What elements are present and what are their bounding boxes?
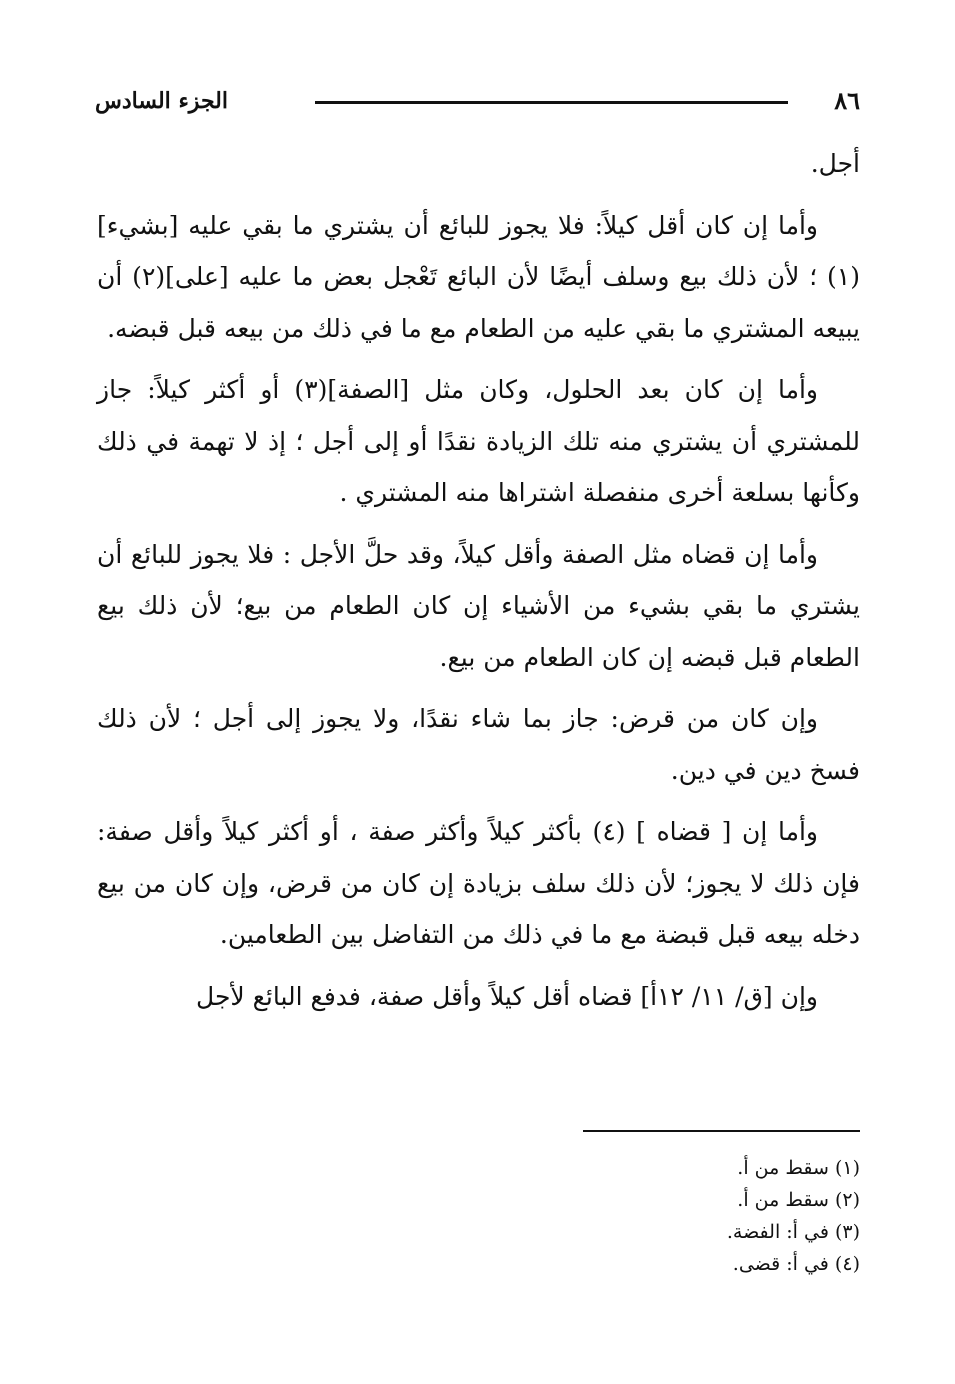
- footnote: (١) سقط من أ.: [737, 1157, 860, 1179]
- paragraph: وإن كان من قرض: جاز بما شاء نقدًا، ولا يجوز إلى أجل ؛ لأن ذلك فسخ دين في دين.: [97, 704, 860, 785]
- paragraph: وإن [ق/ ١١/ ١٢أ] قضاه أقل كيلاً وأقل صفة، فدفع البائع لأجل: [196, 981, 818, 1011]
- page-header: [95, 84, 860, 118]
- paragraph-continuation: أجل.: [810, 149, 860, 178]
- paragraph: وأما إن قضاه مثل الصفة وأقل كيلاً، وقد حلَّ الأجل : فلا يجوز للبائع أن يشتري ما بقي بشيء من الأشياء إن كان الطعام من بيع؛ لأن ذلك بيع الطعام قبل قبضه إن كان الطعام من بيع.: [97, 539, 860, 672]
- footnote: (٣) في أ: الفضة.: [726, 1221, 860, 1243]
- footnotes: [360, 1152, 860, 1280]
- part-title: الجزء السادس: [95, 88, 228, 114]
- page-number: ٨٦: [834, 86, 860, 115]
- paragraph: وأما إن كان بعد الحلول، وكان مثل [الصفة](٣) أو أكثر كيلاً: جاز للمشتري أن يشتري منه تلك الزيادة نقدًا أو إلى أجل ؛ إذ لا تهمة في ذلك وكأنها بسلعة أخرى منفصلة اشتراها منه المشتري .: [97, 375, 860, 507]
- paragraph: وأما إن [ قضاه ] (٤) بأكثر كيلاً وأكثر صفة ، أو أكثر كيلاً وأقل صفة: فإن ذلك لا يجوز؛ لأن ذلك سلف بزيادة إن كان من قرض، وإن كان من بيع دخله بيعه قبل قبضة مع ما في ذلك من التفاضل بين الطعامين.: [97, 817, 860, 949]
- footnote-rule: [583, 1130, 860, 1132]
- paragraph: وأما إن كان أقل كيلاً: فلا يجوز للبائع أن يشتري ما بقي عليه [بشيء](١) ؛ لأن ذلك بيع وسلف أيضًا لأن البائع تَعْجل بعض ما عليه [على](٢) أن يبيعه المشتري ما بقي عليه من الطعام مع ما في ذلك من بيعه قبل قبضه.: [97, 210, 860, 343]
- footnote: (٤) في أ: قضى.: [732, 1253, 860, 1275]
- footnote: (٢) سقط من أ.: [737, 1189, 860, 1211]
- body-text: [97, 138, 860, 1032]
- header-rule: [315, 101, 788, 104]
